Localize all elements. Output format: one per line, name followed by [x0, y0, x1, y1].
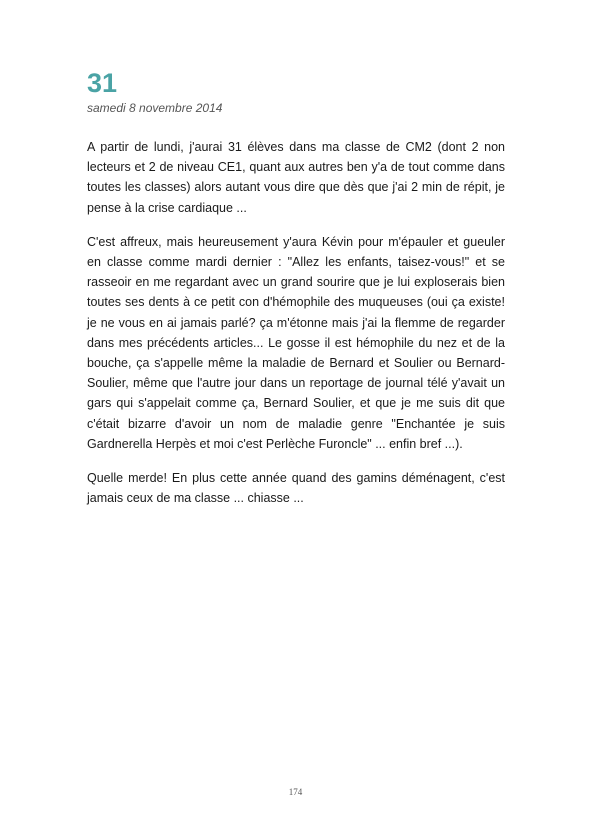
post-date: samedi 8 novembre 2014: [87, 101, 223, 115]
post-body: [87, 137, 505, 522]
post-title: 31: [87, 68, 118, 98]
page-number: 174: [288, 787, 303, 797]
body-paragraph-3: Quelle merde! En plus cette année quand des gamins déménagent, c'est jamais ceux de ma classe ... chiasse ...: [87, 471, 505, 506]
body-paragraph-1: A partir de lundi, j'aurai 31 élèves dans ma classe de CM2 (dont 2 non lecteurs et 2 de niveau CE1, quant aux autres ben y'a de tout comme dans toutes les classes) alors autant vous dire que dès que j'ai 2 min de répit, je pense à la crise cardiaque ...: [87, 140, 505, 215]
body-paragraph-2: C'est affreux, mais heureusement y'aura Kévin pour m'épauler et gueuler en classe comme mardi dernier : "Allez les enfants, taisez-vous!" et se rasseoir en me regardant avec un grand sourire que je lui exploserais bien toutes ses dents à ce petit con d'hémophile des muqueuses (oui ça existe! je ne vous en ai jamais parlé? ça m'étonne mais j'ai la flemme de regarder dans mes précédents articles... Le gosse il est hémophile du nez et de la bouche, ça s'appelle même la maladie de Bernard et Soulier ou Bernard-Soulier, même que l'autre jour dans un reportage de journal télé y'avait un gars qui s'appelait comme ça, Bernard Soulier, et que je me suis dit que c'était bizarre d'avoir un nom de maladie genre "Enchantée je suis Gardnerella Herpès et moi c'est Perlèche Furoncle" ... enfin bref ...).: [87, 234, 505, 451]
